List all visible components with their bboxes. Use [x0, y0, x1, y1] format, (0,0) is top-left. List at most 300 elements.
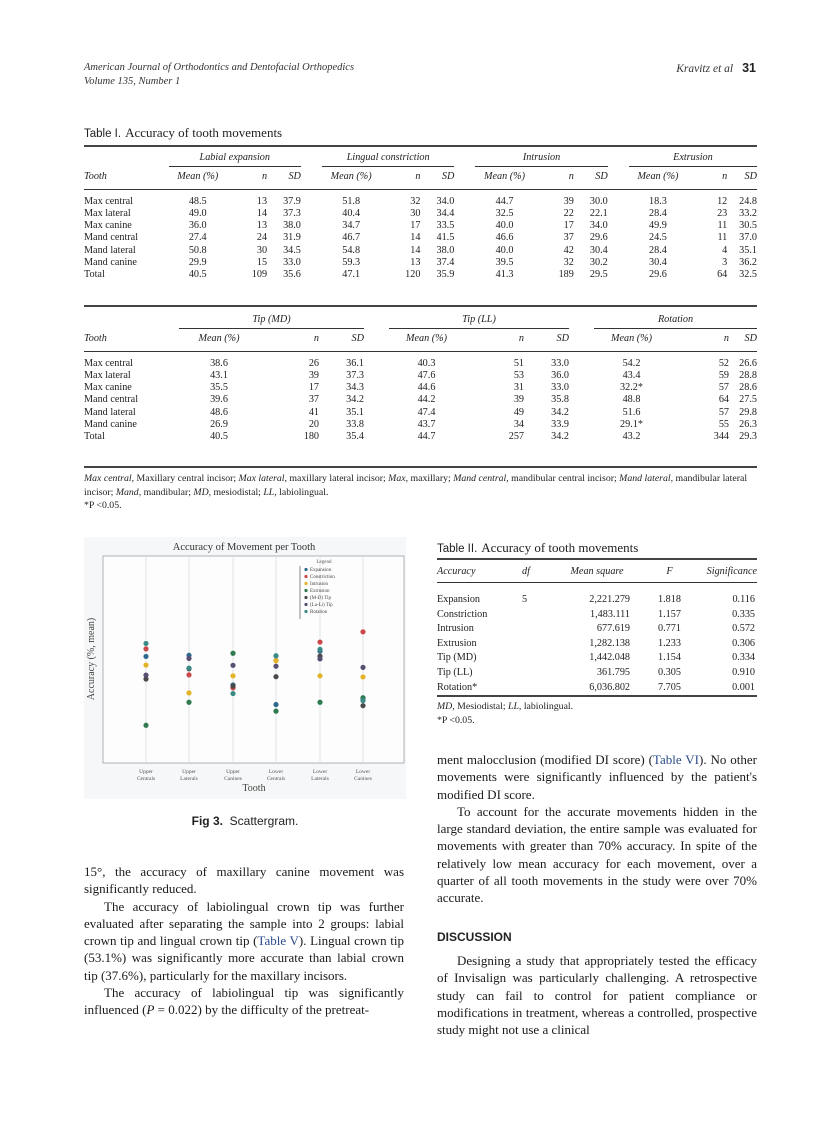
data-point	[360, 698, 365, 703]
table-row	[84, 257, 757, 269]
table-cell: 34.2	[551, 406, 569, 418]
table-cell: 4	[722, 244, 728, 256]
table-row	[84, 394, 757, 406]
abbreviation-definition: labiolingual.	[276, 486, 329, 498]
table-row	[437, 622, 757, 637]
table-cell: 32.2*	[620, 382, 643, 394]
data-point	[273, 709, 278, 714]
table-cell	[522, 681, 552, 696]
table-row	[84, 431, 757, 443]
table-cell: 109	[251, 269, 268, 281]
x-tick-label: Lower	[312, 769, 328, 775]
table-row	[84, 269, 757, 281]
table-cell: 7.705	[658, 681, 681, 693]
table2	[437, 562, 757, 695]
data-point	[143, 654, 148, 659]
table-row	[437, 608, 757, 623]
table-cell: 35.5	[210, 382, 228, 394]
column-group-header: Tip (MD)	[179, 312, 364, 328]
table1-footnote	[84, 472, 757, 513]
journal-name: American Journal of Orthodontics and Dentofacial Orthopedics	[84, 62, 355, 73]
x-tick-label: Canines	[354, 776, 372, 782]
abbreviation-definition: mesiodistal;	[211, 486, 264, 498]
table-cell: 28.4	[649, 244, 667, 256]
data-point	[317, 656, 322, 661]
table-cell: 29.6	[589, 232, 608, 244]
data-point	[273, 702, 278, 707]
column-header-row	[437, 562, 757, 583]
table-cell: 42	[563, 244, 574, 256]
table-cell: 40.0	[495, 244, 514, 256]
anova-table	[437, 562, 757, 695]
row-label: Mand lateral	[84, 406, 136, 418]
column-group-header: Tip (LL)	[389, 312, 569, 328]
table-cell: 180	[303, 431, 319, 443]
table-cell: 59.3	[342, 256, 361, 268]
table-cell: 23	[717, 207, 728, 219]
table-cell: 30.0	[589, 195, 608, 207]
column-group-header: Lingual constriction	[322, 150, 454, 166]
table-cell: 28.8	[739, 369, 757, 381]
table-cell: 35.6	[283, 269, 301, 281]
table-cell: 34.3	[346, 382, 364, 394]
data-point	[186, 700, 191, 705]
table-cell	[522, 666, 552, 681]
table-cell: 0.910	[732, 666, 755, 678]
column-header: n	[380, 166, 420, 189]
legend-marker	[304, 582, 307, 585]
abbreviation-term: Max,	[388, 473, 409, 484]
table-cell: 34.2	[346, 394, 364, 406]
table-cell: 1,442.048	[589, 652, 630, 664]
data-point	[317, 647, 322, 652]
table-cell: 29.9	[188, 256, 207, 268]
table-cell: 26.6	[739, 357, 757, 369]
table-cell: 33.2	[739, 207, 757, 219]
table-cell: 22.1	[589, 207, 608, 219]
table-cell: 50.8	[188, 244, 207, 256]
row-label: Mand canine	[84, 256, 137, 268]
table-cell: 64	[718, 394, 729, 406]
discussion-text	[437, 952, 757, 1038]
table-cell: 344	[713, 431, 729, 443]
table-cell: 15	[256, 256, 268, 268]
table-cell: 120	[405, 269, 421, 281]
table-row	[84, 245, 757, 257]
table1-bottom-rule	[84, 466, 757, 468]
discussion-heading: DISCUSSION	[437, 930, 512, 944]
table-cell: 49.0	[188, 207, 207, 219]
paragraph	[84, 898, 404, 984]
table1-top-rule	[84, 145, 757, 147]
column-header: SD	[420, 166, 454, 189]
x-axis-label: Tooth	[242, 783, 266, 794]
table2-bottom-rule	[437, 695, 757, 697]
table-row	[84, 358, 757, 370]
abbreviation-term: MD,	[193, 486, 212, 498]
table-cell: 37.9	[283, 195, 301, 207]
table-cell: 29.1*	[620, 418, 643, 430]
table-cell: 0.306	[732, 637, 755, 649]
table-cell: 33.0	[283, 256, 301, 268]
table-cell: 40.5	[188, 269, 207, 281]
right-column-text	[437, 751, 757, 907]
table-cell: 30.4	[589, 244, 608, 256]
data-point	[186, 656, 191, 661]
row-label: Max lateral	[84, 207, 131, 219]
data-point	[143, 662, 148, 667]
table-cell: 30.2	[589, 256, 608, 268]
abbreviation-term: Max lateral,	[238, 473, 287, 484]
table-cell: 27.5	[739, 394, 757, 406]
table-cell: 36.0	[551, 369, 569, 381]
data-point	[360, 674, 365, 679]
table-cell: 35.1	[346, 406, 364, 418]
table-cell: 31.9	[283, 232, 301, 244]
abbreviation-term: Mand,	[115, 486, 142, 498]
table-cell: 53	[513, 369, 524, 381]
table-cell: 41.3	[495, 269, 514, 281]
data-point	[230, 683, 235, 688]
column-group-header: Rotation	[594, 312, 757, 328]
table-cell: 28.4	[649, 207, 667, 219]
row-label: Mand central	[84, 232, 139, 244]
table-cell: 11	[717, 232, 728, 244]
row-label: Mand central	[84, 394, 139, 406]
table-cell: 37.3	[346, 369, 364, 381]
column-group-header: Extrusion	[629, 150, 757, 166]
column-header: Mean (%)	[322, 166, 380, 189]
table-cell: 41	[308, 406, 319, 418]
x-tick-label: Upper	[226, 769, 240, 775]
table-cell: 39	[563, 195, 574, 207]
data-point	[230, 651, 235, 656]
data-point	[273, 674, 278, 679]
column-header: n	[464, 328, 524, 351]
table-cell: 3	[722, 256, 728, 268]
data-table	[84, 312, 757, 444]
legend-marker	[304, 596, 307, 599]
row-label: Tip (MD)	[437, 652, 477, 664]
data-point	[317, 673, 322, 678]
column-header: Tooth	[84, 328, 179, 351]
column-header: SD	[524, 328, 569, 351]
table-cell: 52	[718, 357, 729, 369]
data-point	[360, 665, 365, 670]
text-run: ). Lingual crown tip (53.1%) was significantly more accurate than labial crown tip (37.6%), particularly for the maxillary incisors.	[84, 933, 404, 983]
abbreviation-definition: mandibular lateral incisor;	[84, 473, 748, 498]
table-v-link[interactable]: Table V	[257, 933, 299, 949]
table-cell: 14	[410, 232, 421, 244]
table2-significance-note: *P <0.05.	[437, 714, 475, 726]
table-cell: 24	[256, 232, 268, 244]
table-cell: 1.157	[658, 608, 681, 620]
x-tick-label: Centrals	[266, 776, 286, 782]
table-cell: 1,483.111	[590, 608, 630, 620]
table-cell: 34.2	[551, 431, 569, 443]
table-cell: 44.7	[495, 195, 514, 207]
table-cell: 22	[563, 207, 574, 219]
table-cell: 30.4	[649, 256, 667, 268]
table-cell: 47.1	[342, 269, 361, 281]
data-point	[360, 629, 365, 634]
table-row	[437, 666, 757, 681]
column-header: n	[669, 328, 729, 351]
table-cell: 33.9	[551, 418, 569, 430]
paragraph: Designing a study that appropriately tested the efficacy of Invisalign was particularly challenging. A retrospective study can fail to control for patient compliance or modifications in treatment, whereas a controlled, prospective study might not use a clinical	[437, 953, 757, 1038]
column-header: Mean (%)	[169, 166, 227, 189]
table-cell: 34.0	[589, 220, 608, 232]
table-cell: 40.5	[210, 431, 228, 443]
table-cell: 34.0	[436, 195, 455, 207]
table-cell: 37.3	[283, 207, 301, 219]
table-cell: 1.233	[658, 637, 681, 649]
data-point	[186, 665, 191, 670]
table-cell: 32.5	[739, 269, 757, 281]
text-run: ment malocclusion (modified DI score) (	[437, 752, 653, 767]
table-cell: 32	[410, 195, 421, 207]
table-cell: 54.8	[342, 244, 361, 256]
row-label: Max central	[84, 195, 133, 207]
row-label: Tip (LL)	[437, 666, 473, 678]
y-axis-label: Accuracy (%, mean)	[86, 617, 97, 701]
table-cell: 47.4	[417, 406, 436, 418]
legend-label: (M-D) Tip	[310, 596, 331, 601]
x-tick-label: Laterals	[311, 776, 329, 782]
chart-title: Accuracy of Movement per Tooth	[172, 542, 316, 553]
table-cell: 54.2	[622, 357, 641, 369]
table-row	[84, 220, 757, 232]
running-header-left	[84, 61, 354, 89]
row-label: Total	[84, 431, 105, 443]
column-header: SD	[574, 166, 608, 189]
data-point	[273, 653, 278, 658]
table-cell: 29.8	[739, 406, 757, 418]
table1-label: Table I.	[84, 128, 122, 140]
column-header: SD	[727, 166, 757, 189]
paragraph	[437, 751, 757, 803]
table-cell: 36.0	[188, 220, 207, 232]
table-cell: 2,221.279	[589, 594, 630, 605]
data-point	[143, 641, 148, 646]
table-cell: 39.6	[210, 394, 228, 406]
table1-title	[84, 125, 282, 141]
table-cell: 44.6	[417, 382, 436, 394]
table-cell: 35.8	[551, 394, 569, 406]
table-cell: 13	[256, 195, 268, 207]
table-cell: 257	[508, 431, 524, 443]
figure-3-caption-text: Scattergram.	[229, 814, 299, 828]
table-cell: 57	[718, 406, 729, 418]
x-tick-label: Laterals	[180, 776, 198, 782]
table-cell: 34.7	[342, 220, 361, 232]
table-cell: 30.5	[739, 220, 757, 232]
x-tick-label: Lower	[355, 769, 371, 775]
table-cell: 40.4	[342, 207, 361, 219]
column-header: SD	[319, 328, 364, 351]
figure-3-scatterplot	[84, 537, 406, 799]
data-point	[360, 703, 365, 708]
column-header: Mean (%)	[179, 328, 259, 351]
data-point	[317, 639, 322, 644]
table-cell: 37	[308, 394, 319, 406]
table-cell: 33.8	[346, 418, 364, 430]
x-tick-label: Centrals	[136, 776, 156, 782]
table-row	[437, 593, 757, 608]
table-cell: 34.5	[283, 244, 301, 256]
legend-title: Legend	[316, 560, 332, 565]
data-point	[230, 673, 235, 678]
table-cell: 43.7	[417, 418, 436, 430]
data-table	[84, 150, 757, 282]
data-point	[230, 691, 235, 696]
table-cell: 361.795	[596, 666, 630, 678]
table-cell: 51	[513, 357, 524, 369]
data-point	[273, 664, 278, 669]
column-header: F	[642, 562, 697, 583]
table-cell	[522, 608, 552, 623]
table-cell	[522, 622, 552, 637]
column-header: Mean square	[552, 562, 642, 583]
page-number: 31	[742, 61, 756, 75]
legend-marker	[304, 589, 307, 592]
table-cell: 0.572	[732, 623, 755, 635]
table-row	[437, 681, 757, 696]
journal-volume: Volume 135, Number 1	[84, 76, 181, 87]
abbr-ll: LL,	[508, 701, 522, 712]
table-cell: 26.3	[739, 418, 757, 430]
column-header: Significance	[697, 562, 757, 583]
table-cell: 13	[256, 220, 268, 232]
table-cell: 37	[563, 232, 574, 244]
data-point	[230, 663, 235, 668]
table-cell: 12	[717, 195, 728, 207]
data-point	[317, 700, 322, 705]
table-cell: 43.2	[622, 431, 641, 443]
table-cell: 24.5	[649, 232, 667, 244]
abbreviation-term: Mand lateral,	[619, 473, 674, 484]
table-cell: 30	[256, 244, 268, 256]
column-group-header: Intrusion	[475, 150, 607, 166]
table-cell: 57	[718, 382, 729, 394]
column-header-row	[84, 166, 757, 189]
column-header: Accuracy	[437, 562, 522, 583]
table1-part1	[84, 150, 757, 282]
legend-label: Expansion	[310, 568, 332, 573]
column-header: Mean (%)	[475, 166, 533, 189]
table1-caption: Accuracy of tooth movements	[125, 125, 283, 140]
table-row	[84, 382, 757, 394]
table-cell: 33.0	[551, 382, 569, 394]
table-row	[437, 637, 757, 652]
table-cell: 49	[513, 406, 524, 418]
legend-marker	[304, 603, 307, 606]
table-cell: 38.6	[210, 357, 228, 369]
group-header-row	[84, 312, 757, 328]
table-row	[437, 651, 757, 666]
paragraph: To account for the accurate movements hidden in the large standard deviation, the entire sample was evaluated for movements with greater than 70% accuracy. In spite of the relatively low mean accuracy for each movement, over a quarter of all tooth movements in the study were over 70% accurate.	[437, 803, 757, 906]
data-point	[273, 658, 278, 663]
legend-label: Rotation	[310, 610, 328, 615]
table-cell: 14	[410, 244, 421, 256]
plot-area	[103, 556, 404, 763]
table2-abbreviations	[437, 700, 757, 714]
table-cell: 0.001	[732, 681, 755, 693]
abbreviation-term: Max central,	[84, 473, 135, 484]
column-header: n	[534, 166, 574, 189]
table-cell: 48.6	[210, 406, 228, 418]
table-row	[84, 407, 757, 419]
paragraph: 15°, the accuracy of maxillary canine movement was significantly reduced.	[84, 864, 404, 897]
table-cell: 38.0	[283, 220, 301, 232]
table-cell: 31	[513, 382, 524, 394]
table-cell: 35.9	[436, 269, 455, 281]
abbreviation-term: Mand central,	[453, 473, 509, 484]
table-cell: 0.305	[658, 666, 681, 678]
table-cell: 43.1	[210, 369, 228, 381]
column-header: SD	[729, 328, 757, 351]
abbreviation-definition: maxillary lateral incisor;	[286, 473, 389, 484]
table-cell: 1,282.138	[589, 637, 630, 649]
data-point	[186, 672, 191, 677]
table-cell	[522, 651, 552, 666]
table-cell: 0.334	[732, 652, 755, 664]
row-label: Max lateral	[84, 369, 131, 381]
table-cell: 0.116	[732, 594, 755, 605]
row-label: Total	[84, 269, 105, 281]
table-cell: 37.4	[436, 256, 455, 268]
author-line: Kravitz et al	[676, 63, 734, 75]
table2-top-rule	[437, 558, 757, 560]
figure-3-caption	[84, 814, 406, 828]
legend-label: Constriction	[310, 575, 335, 580]
table-cell: 39.5	[495, 256, 514, 268]
table1-significance-note: *P <0.05.	[84, 500, 122, 511]
legend-marker	[304, 610, 307, 613]
abbreviation-definition: mandibular central incisor;	[508, 473, 620, 484]
column-header-row	[84, 328, 757, 351]
legend-label: Extrusion	[310, 589, 330, 594]
column-header: Mean (%)	[594, 328, 669, 351]
table-cell: 39	[513, 394, 524, 406]
table-cell: 51.6	[622, 406, 641, 418]
row-label: Max canine	[84, 220, 132, 232]
legend-label: Intrusion	[310, 582, 329, 587]
table-cell: 13	[410, 256, 421, 268]
table-vi-link[interactable]: Table VI	[652, 752, 699, 767]
table-cell: 28.6	[739, 382, 757, 394]
table-cell: 29.6	[649, 269, 667, 281]
row-label: Max central	[84, 357, 133, 369]
table-cell: 677.619	[596, 623, 630, 635]
table-cell: 47.6	[417, 369, 436, 381]
table-cell: 27.4	[188, 232, 207, 244]
table-cell: 1.154	[658, 652, 681, 664]
table-cell: 34	[513, 418, 524, 430]
row-label: Intrusion	[437, 623, 474, 635]
table2-caption: Accuracy of tooth movements	[481, 540, 639, 555]
table-cell: 40.3	[417, 357, 436, 369]
table2-label: Table II.	[437, 543, 478, 555]
column-header: n	[227, 166, 267, 189]
abbreviation-term: LL,	[263, 486, 277, 498]
running-header-right	[676, 61, 756, 76]
data-point	[186, 690, 191, 695]
table-cell: 44.2	[417, 394, 436, 406]
table-cell: 43.4	[622, 369, 641, 381]
table-row	[84, 196, 757, 208]
column-header: n	[687, 166, 727, 189]
